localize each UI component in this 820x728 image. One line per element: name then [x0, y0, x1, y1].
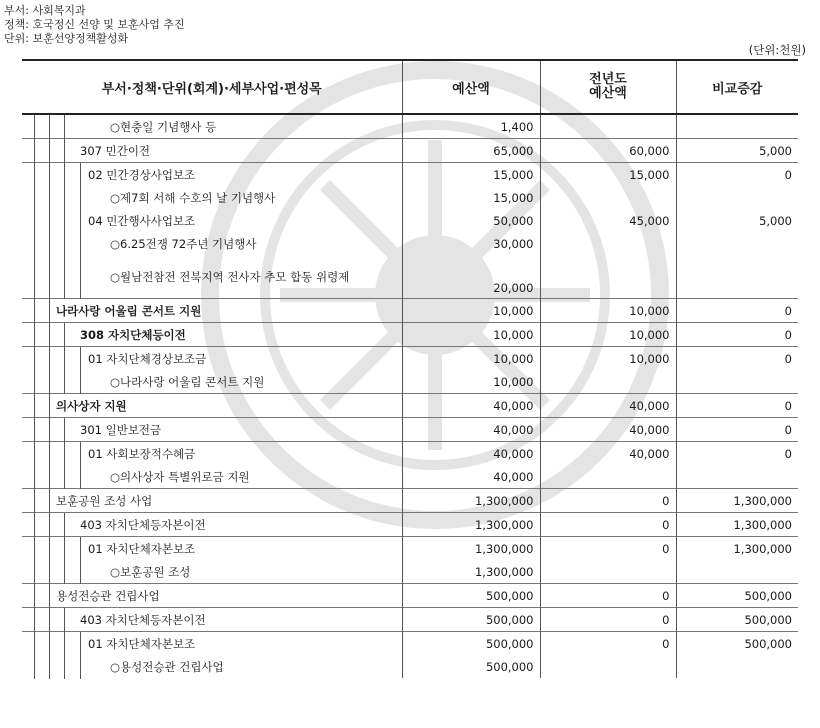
prev-budget-cell: 10,000: [540, 299, 676, 323]
row-name: 01 자치단체자본보조: [88, 541, 196, 556]
row-name: 301 일반보전금: [80, 422, 162, 437]
tree-guide-line: [49, 655, 50, 679]
column-header-budget: 예산액: [402, 60, 540, 114]
diff-cell: 1,300,000: [676, 489, 798, 513]
diff-cell: [676, 465, 798, 489]
tree-guide-line: [34, 442, 35, 466]
tree-guide-line: [34, 347, 35, 371]
row-name-cell: [22, 442, 402, 466]
table-row: [22, 347, 798, 371]
row-name-cell: [22, 347, 402, 371]
tree-guide-line: [34, 394, 35, 418]
row-name-cell: [22, 632, 402, 656]
diff-cell: [676, 560, 798, 584]
budget-cell: 10,000: [402, 323, 540, 347]
tree-guide-line: [34, 370, 35, 394]
tree-guide-line: [34, 139, 35, 163]
prev-budget-cell: 0: [540, 537, 676, 561]
prev-budget-cell: 10,000: [540, 347, 676, 371]
table-row: [22, 394, 798, 418]
budget-cell: 1,300,000: [402, 560, 540, 584]
row-name-cell: [22, 489, 402, 513]
column-header-diff: 비교증감: [676, 60, 798, 114]
tree-guide-line: [34, 513, 35, 537]
tree-guide-line: [34, 489, 35, 513]
diff-cell: 1,300,000: [676, 513, 798, 537]
row-name: ○의사상자 특별위로금 지원: [110, 469, 250, 484]
table-row: [22, 632, 798, 656]
row-name-cell: [22, 394, 402, 418]
tree-guide-line: [34, 115, 35, 139]
table-row: [22, 442, 798, 466]
budget-table: [22, 59, 798, 678]
budget-cell: 40,000: [402, 442, 540, 466]
row-name: ○6.25전쟁 72주년 기념행사: [110, 236, 257, 251]
tree-guide-line: [64, 537, 65, 561]
prev-budget-cell: 40,000: [540, 394, 676, 418]
tree-guide-line: [49, 209, 50, 233]
tree-guide-line: [49, 442, 50, 466]
tree-guide-line: [64, 139, 65, 163]
row-name-cell: [22, 255, 402, 299]
tree-guide-line: [49, 513, 50, 537]
tree-guide-line: [34, 418, 35, 442]
tree-guide-line: [34, 299, 35, 323]
row-name: ○제7회 서해 수호의 날 기념행사: [110, 190, 276, 205]
table-row: [22, 465, 798, 489]
tree-guide-line: [49, 186, 50, 210]
prev-budget-cell: [540, 560, 676, 584]
diff-cell: 0: [676, 418, 798, 442]
table-row: [22, 299, 798, 323]
diff-cell: 0: [676, 394, 798, 418]
tree-guide-line: [80, 209, 81, 233]
diff-cell: 0: [676, 299, 798, 323]
budget-cell: 40,000: [402, 465, 540, 489]
row-name: 용성전승관 건립사업: [56, 588, 160, 603]
tree-guide-line: [80, 370, 81, 394]
tree-guide-line: [64, 323, 65, 347]
tree-guide-line: [49, 537, 50, 561]
row-name: ○보훈공원 조성: [110, 564, 191, 579]
tree-guide-line: [80, 632, 81, 656]
tree-guide-line: [34, 255, 35, 299]
tree-guide-line: [80, 347, 81, 371]
budget-cell: 40,000: [402, 394, 540, 418]
tree-guide-line: [64, 209, 65, 233]
tree-guide-line: [49, 232, 50, 256]
row-name: 308 자치단체등이전: [80, 327, 186, 342]
tree-guide-line: [64, 442, 65, 466]
budget-cell: 30,000: [402, 232, 540, 255]
diff-cell: [676, 186, 798, 209]
column-header-name: 부서·정책·단위(회계)·세부사업·편성목: [22, 60, 402, 114]
row-name-cell: [22, 209, 402, 232]
tree-guide-line: [80, 442, 81, 466]
table-row: [22, 584, 798, 608]
row-name: ○현충일 기념행사 등: [110, 119, 217, 134]
tree-guide-line: [64, 632, 65, 656]
row-name-cell: [22, 418, 402, 442]
diff-cell: [676, 114, 798, 139]
table-row: [22, 114, 798, 139]
budget-cell: 10,000: [402, 299, 540, 323]
tree-guide-line: [64, 465, 65, 489]
budget-cell: 500,000: [402, 655, 540, 678]
tree-guide-line: [80, 232, 81, 256]
tree-guide-line: [34, 560, 35, 584]
diff-cell: 1,300,000: [676, 537, 798, 561]
diff-cell: 500,000: [676, 584, 798, 608]
tree-guide-line: [49, 608, 50, 632]
table-row: [22, 186, 798, 209]
tree-guide-line: [34, 186, 35, 210]
table-row: [22, 418, 798, 442]
tree-guide-line: [64, 560, 65, 584]
tree-guide-line: [64, 513, 65, 537]
row-name: 04 민간행사사업보조: [88, 213, 196, 228]
row-name-cell: [22, 186, 402, 209]
tree-guide-line: [49, 370, 50, 394]
tree-guide-line: [49, 255, 50, 299]
row-name-cell: [22, 370, 402, 394]
table-row: [22, 489, 798, 513]
row-name: 307 민간이전: [80, 143, 151, 158]
diff-cell: [676, 232, 798, 255]
table-row: [22, 139, 798, 163]
tree-guide-line: [34, 323, 35, 347]
tree-guide-line: [49, 465, 50, 489]
row-name-cell: [22, 163, 402, 187]
table-row: [22, 513, 798, 537]
table-row: [22, 655, 798, 678]
row-name: 01 자치단체자본보조: [88, 636, 196, 651]
table-row: [22, 209, 798, 232]
tree-guide-line: [49, 632, 50, 656]
tree-guide-line: [64, 418, 65, 442]
tree-guide-line: [64, 655, 65, 679]
unit-line: 단위: 보훈선양정책활성화: [4, 32, 129, 45]
diff-cell: 500,000: [676, 632, 798, 656]
row-name-cell: [22, 465, 402, 489]
column-header-prev-line2: 예산액: [589, 86, 627, 101]
row-name-cell: [22, 608, 402, 632]
row-name: 01 자치단체경상보조금: [88, 351, 207, 366]
row-name: 의사상자 지원: [56, 398, 127, 413]
diff-cell: 500,000: [676, 608, 798, 632]
budget-cell: 500,000: [402, 608, 540, 632]
row-name: ○월남전참전 전북지역 전사자 추모 합동 위령제: [110, 269, 350, 284]
table-header-row: [22, 60, 798, 114]
prev-budget-cell: [540, 370, 676, 394]
prev-budget-cell: [540, 465, 676, 489]
budget-cell: 10,000: [402, 370, 540, 394]
diff-cell: [676, 370, 798, 394]
tree-guide-line: [80, 255, 81, 299]
diff-cell: 5,000: [676, 209, 798, 232]
row-name-cell: [22, 513, 402, 537]
table-row: [22, 560, 798, 584]
row-name: 나라사랑 어울림 콘서트 지원: [56, 303, 202, 318]
prev-budget-cell: [540, 114, 676, 139]
tree-guide-line: [49, 163, 50, 187]
tree-guide-line: [64, 255, 65, 299]
tree-guide-line: [64, 163, 65, 187]
row-name: 403 자치단체등자본이전: [80, 517, 206, 532]
tree-guide-line: [49, 299, 50, 323]
tree-guide-line: [49, 560, 50, 584]
tree-guide-line: [80, 465, 81, 489]
diff-cell: 0: [676, 323, 798, 347]
tree-guide-line: [49, 347, 50, 371]
budget-cell: 40,000: [402, 418, 540, 442]
prev-budget-cell: 0: [540, 632, 676, 656]
tree-guide-line: [49, 115, 50, 139]
prev-budget-cell: 0: [540, 584, 676, 608]
prev-budget-cell: 15,000: [540, 163, 676, 187]
table-row: [22, 370, 798, 394]
budget-cell: 20,000: [402, 255, 540, 299]
tree-guide-line: [34, 232, 35, 256]
table-row: [22, 232, 798, 255]
diff-cell: [676, 255, 798, 299]
tree-guide-line: [49, 139, 50, 163]
tree-guide-line: [49, 584, 50, 608]
prev-budget-cell: 0: [540, 513, 676, 537]
tree-guide-line: [49, 394, 50, 418]
prev-budget-cell: 10,000: [540, 323, 676, 347]
dept-line: 부서: 사회복지과: [4, 4, 86, 17]
tree-guide-line: [34, 608, 35, 632]
policy-line: 정책: 호국정신 선양 및 보훈사업 추진: [4, 18, 185, 31]
diff-cell: 0: [676, 163, 798, 187]
table-row: [22, 608, 798, 632]
row-name-cell: [22, 323, 402, 347]
tree-guide-line: [80, 537, 81, 561]
prev-budget-cell: [540, 232, 676, 255]
tree-guide-line: [64, 115, 65, 139]
budget-cell: 65,000: [402, 139, 540, 163]
tree-guide-line: [34, 632, 35, 656]
budget-cell: 10,000: [402, 347, 540, 371]
tree-guide-line: [64, 347, 65, 371]
tree-guide-line: [34, 655, 35, 679]
row-name-cell: [22, 655, 402, 678]
tree-guide-line: [80, 186, 81, 210]
tree-guide-line: [34, 465, 35, 489]
row-name-cell: [22, 560, 402, 584]
prev-budget-cell: [540, 655, 676, 678]
prev-budget-cell: [540, 255, 676, 299]
budget-cell: 15,000: [402, 163, 540, 187]
row-name-cell: [22, 537, 402, 561]
tree-guide-line: [64, 608, 65, 632]
budget-cell: 500,000: [402, 584, 540, 608]
budget-cell: 15,000: [402, 186, 540, 209]
diff-cell: 0: [676, 442, 798, 466]
prev-budget-cell: 60,000: [540, 139, 676, 163]
row-name-cell: [22, 114, 402, 139]
prev-budget-cell: 0: [540, 608, 676, 632]
row-name-cell: [22, 232, 402, 255]
table-row: [22, 163, 798, 187]
row-name: ○용성전승관 건립사업: [110, 659, 224, 674]
table-row: [22, 255, 798, 299]
tree-guide-line: [64, 186, 65, 210]
budget-cell: 500,000: [402, 632, 540, 656]
budget-cell: 1,300,000: [402, 513, 540, 537]
column-header-prev-line1: 전년도: [589, 72, 627, 87]
prev-budget-cell: 0: [540, 489, 676, 513]
tree-guide-line: [49, 323, 50, 347]
diff-cell: 0: [676, 347, 798, 371]
tree-guide-line: [34, 584, 35, 608]
column-header-prev: [540, 60, 676, 114]
row-name: 보훈공원 조성 사업: [56, 493, 153, 508]
prev-budget-cell: 40,000: [540, 418, 676, 442]
tree-guide-line: [80, 163, 81, 187]
row-name-cell: [22, 584, 402, 608]
budget-cell: 1,300,000: [402, 489, 540, 513]
row-name: 01 사회보장적수혜금: [88, 446, 196, 461]
tree-guide-line: [34, 537, 35, 561]
row-name: 403 자치단체등자본이전: [80, 612, 206, 627]
budget-cell: 1,400: [402, 114, 540, 139]
tree-guide-line: [64, 232, 65, 256]
budget-cell: 50,000: [402, 209, 540, 232]
tree-guide-line: [80, 560, 81, 584]
table-row: [22, 323, 798, 347]
prev-budget-cell: [540, 186, 676, 209]
tree-guide-line: [49, 489, 50, 513]
prev-budget-cell: 40,000: [540, 442, 676, 466]
table-body: [22, 114, 798, 678]
row-name: ○나라사랑 어울림 콘서트 지원: [110, 374, 265, 389]
currency-unit: (단위:천원): [748, 43, 806, 57]
prev-budget-cell: 45,000: [540, 209, 676, 232]
tree-guide-line: [80, 655, 81, 679]
tree-guide-line: [64, 370, 65, 394]
row-name-cell: [22, 139, 402, 163]
row-name: 02 민간경상사업보조: [88, 167, 196, 182]
row-name-cell: [22, 299, 402, 323]
budget-cell: 1,300,000: [402, 537, 540, 561]
table-row: [22, 537, 798, 561]
tree-guide-line: [49, 418, 50, 442]
diff-cell: [676, 655, 798, 678]
tree-guide-line: [34, 163, 35, 187]
tree-guide-line: [34, 209, 35, 233]
diff-cell: 5,000: [676, 139, 798, 163]
